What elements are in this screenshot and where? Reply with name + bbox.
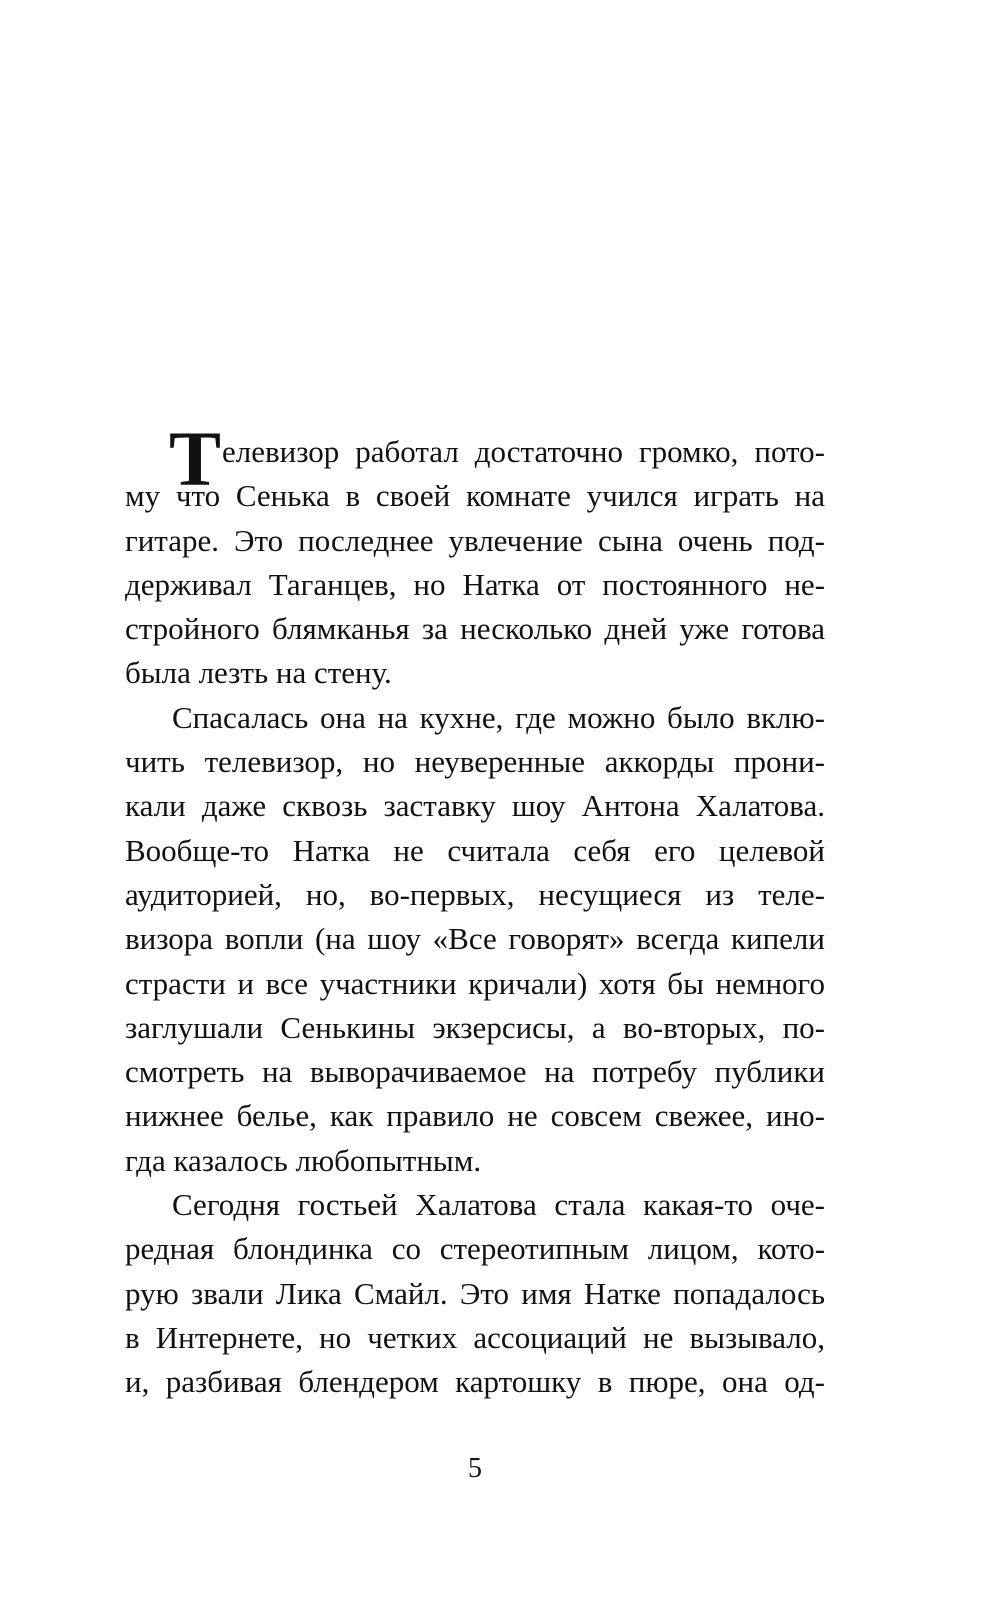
text-line: в Интернете, но четких ассоциаций не вызывало, bbox=[125, 1319, 825, 1355]
text-line: и, разбивая блендером картошку в пюре, она од- bbox=[125, 1364, 825, 1400]
text-line: редная блондинка со стереотипным лицом, кото- bbox=[125, 1231, 825, 1267]
text-line: была лезть на стену. bbox=[125, 655, 392, 691]
paragraph-1 bbox=[125, 415, 825, 696]
text-line: визора вопли (на шоу «Все говорят» всегда кипели bbox=[125, 921, 825, 957]
text-line: смотреть на выворачиваемое на потребу публики bbox=[125, 1054, 825, 1090]
drop-cap: Т bbox=[169, 415, 222, 502]
text-line: му что Сенька в своей комнате учился играть на bbox=[125, 478, 825, 514]
body-text bbox=[125, 415, 825, 1405]
text-line: нижнее белье, как правило не совсем свежее, ино- bbox=[125, 1098, 825, 1134]
text-line: гда казалось любопытным. bbox=[125, 1142, 482, 1178]
text-line: кали даже сквозь заставку шоу Антона Халатова. bbox=[125, 788, 825, 824]
text-line: гитаре. Это последнее увлечение сына очень под- bbox=[125, 522, 825, 558]
text-line: Сегодня гостьей Халатова стала какая-то оче- bbox=[172, 1187, 825, 1223]
text-line: стройного блямканья за несколько дней уже готова bbox=[125, 611, 825, 647]
text-line: елевизор работал достаточно громко, пото- bbox=[222, 434, 825, 469]
text-line: рую звали Лика Смайл. Это имя Натке попадалось bbox=[125, 1275, 825, 1311]
page-number: 5 bbox=[468, 1453, 482, 1484]
paragraph-3 bbox=[125, 1183, 825, 1404]
text-line: Спасалась она на кухне, где можно было вклю- bbox=[172, 699, 825, 735]
text-line: заглушали Сенькины экзерсисы, а во-вторых, по- bbox=[125, 1009, 825, 1045]
text-line: Вообще-то Натка не считала себя его целевой bbox=[125, 832, 825, 868]
text-line: страсти и все участники кричали) хотя бы немного bbox=[125, 965, 825, 1001]
paragraph-2 bbox=[125, 696, 825, 1183]
text-line: аудиторией, но, во-первых, несущиеся из теле- bbox=[125, 876, 825, 912]
text-line: держивал Таганцев, но Натка от постоянного не- bbox=[125, 566, 825, 602]
text-line: чить телевизор, но неуверенные аккорды прони- bbox=[125, 744, 825, 780]
